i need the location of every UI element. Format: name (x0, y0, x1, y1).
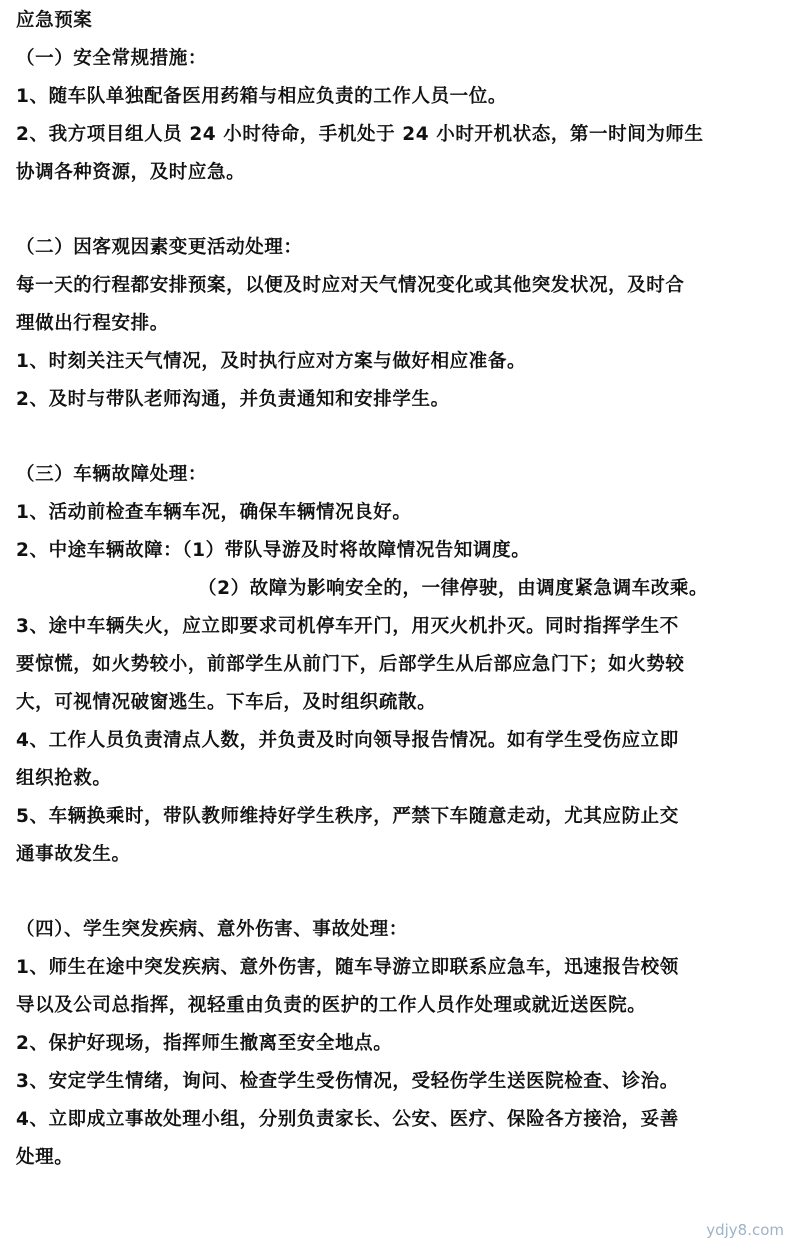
paragraph-line-indented: （2）故障为影响安全的，一律停驶，由调度紧急调车改乘。 (198, 578, 709, 599)
paragraph-line: 导以及公司总指挥，视轻重由负责的医护的工作人员作处理或就近送医院。 (16, 995, 647, 1016)
section-heading: （二）因客观因素变更活动处理： (16, 237, 303, 258)
section-heading: （三）车辆故障处理： (16, 464, 208, 485)
paragraph-line: 通事故发生。 (16, 844, 131, 865)
paragraph-line: 4、工作人员负责清点人数，并负责及时向领导报告情况。如有学生受伤应立即 (16, 730, 679, 751)
site-watermark: ydjy8.com (706, 1221, 784, 1239)
paragraph-line: 处理。 (16, 1147, 74, 1168)
document-title: 应急预案 (16, 10, 93, 31)
section-student-emergencies (16, 911, 786, 1177)
section-spacer (16, 192, 786, 229)
paragraph-line: 2、保护好现场，指挥师生撤离至安全地点。 (16, 1033, 393, 1054)
section-heading: （四）、学生突发疾病、意外伤害、事故处理： (16, 919, 408, 940)
paragraph-line: 1、活动前检查车辆车况，确保车辆情况良好。 (16, 502, 412, 523)
paragraph-line: 要惊慌，如火势较小，前部学生从前门下，后部学生从后部应急门下；如火势较 (16, 654, 685, 675)
paragraph-line: 1、时刻关注天气情况，及时执行应对方案与做好相应准备。 (16, 351, 527, 372)
document-body (16, 0, 786, 1177)
section-safety-measures (16, 40, 786, 192)
section-heading: （一）安全常规措施： (16, 48, 208, 69)
paragraph-line: 1、随车队单独配备医用药箱与相应负责的工作人员一位。 (16, 86, 507, 107)
paragraph-line: 3、安定学生情绪，询问、检查学生受伤情况，受轻伤学生送医院检查、诊治。 (16, 1071, 679, 1092)
paragraph-line: 2、中途车辆故障：（1）带队导游及时将故障情况告知调度。 (16, 540, 531, 561)
paragraph-line: 每一天的行程都安排预案，以便及时应对天气情况变化或其他突发状况，及时合 (16, 275, 685, 296)
paragraph-line: 3、途中车辆失火，应立即要求司机停车开门，用灭火机扑灭。同时指挥学生不 (16, 616, 679, 637)
section-spacer (16, 874, 786, 911)
paragraph-line: 4、立即成立事故处理小组，分别负责家长、公安、医疗、保险各方接洽，妥善 (16, 1109, 679, 1130)
paragraph-line: 理做出行程安排。 (16, 313, 169, 334)
section-objective-changes (16, 229, 786, 419)
section-vehicle-failure (16, 456, 786, 874)
paragraph-line: 1、师生在途中突发疾病、意外伤害，随车导游立即联系应急车，迅速报告校领 (16, 957, 679, 978)
paragraph-line: 2、我方项目组人员 24 小时待命，手机处于 24 小时开机状态，第一时间为师生 (16, 124, 704, 145)
section-spacer (16, 419, 786, 456)
paragraph-line: 5、车辆换乘时，带队教师维持好学生秩序，严禁下车随意走动，尤其应防止交 (16, 806, 679, 827)
paragraph-line: 组织抢救。 (16, 768, 112, 789)
paragraph-line: 大，可视情况破窗逃生。下车后，及时组织疏散。 (16, 692, 437, 713)
paragraph-line: 2、及时与带队老师沟通，并负责通知和安排学生。 (16, 389, 450, 410)
paragraph-line: 协调各种资源，及时应急。 (16, 162, 246, 183)
